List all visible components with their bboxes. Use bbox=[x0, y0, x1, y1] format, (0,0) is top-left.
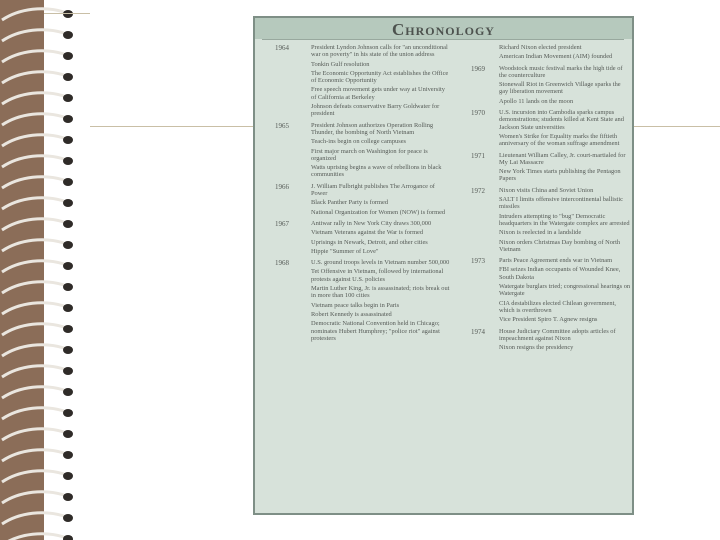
binding-hole bbox=[63, 346, 73, 354]
binding-hole bbox=[63, 10, 73, 18]
spiral-ring bbox=[2, 282, 64, 293]
event-item: Stonewall Riot in Greenwich Village sparks the gay liberation movement bbox=[499, 81, 621, 96]
event-list bbox=[499, 152, 631, 183]
event-item: Free speech movement gets under way at University of California at Berkeley bbox=[311, 86, 445, 101]
spiral-ring bbox=[2, 492, 64, 503]
event-item: Richard Nixon elected president bbox=[499, 44, 582, 51]
event-list bbox=[311, 183, 451, 216]
year-label: 1967 bbox=[275, 219, 289, 228]
spiral-ring bbox=[2, 408, 64, 419]
binding-hole bbox=[63, 262, 73, 270]
binding-hole bbox=[63, 241, 73, 249]
year-block bbox=[471, 44, 631, 61]
year-block bbox=[275, 122, 451, 179]
spiral-ring bbox=[2, 177, 64, 188]
event-list bbox=[311, 44, 451, 118]
event-list bbox=[311, 220, 451, 255]
event-item: Uprisings in Newark, Detroit, and other cities bbox=[311, 238, 428, 246]
year-block bbox=[275, 44, 451, 118]
event-item: President Johnson authorizes Operation Rolling Thunder, the bombing of North Vietnam bbox=[311, 121, 434, 136]
binding-hole bbox=[63, 52, 73, 60]
event-item: Tet Offensive in Vietnam, followed by international protests against U.S. policies bbox=[311, 268, 444, 283]
year-label: 1964 bbox=[275, 44, 289, 52]
page-title: Chronology bbox=[392, 20, 495, 39]
event-item: U.S. incursion into Cambodia sparks campus demonstrations; students killed at Kent State and Jackson State universities bbox=[499, 109, 624, 131]
binding-hole bbox=[63, 283, 73, 291]
spiral-ring bbox=[2, 387, 64, 398]
header-divider bbox=[262, 39, 624, 40]
binding-hole bbox=[63, 136, 73, 144]
event-item: Lieutenant William Calley, Jr. court-martialed for My Lai Massacre bbox=[499, 151, 626, 166]
year-label: 1965 bbox=[275, 121, 289, 130]
binding-hole bbox=[63, 73, 73, 81]
spiral-ring bbox=[2, 93, 64, 104]
binding-hole bbox=[63, 115, 73, 123]
year-label: 1969 bbox=[471, 64, 485, 73]
event-item: New York Times starts publishing the Pentagon Papers bbox=[499, 168, 621, 183]
binding-hole bbox=[63, 367, 73, 375]
year-block bbox=[471, 257, 631, 323]
event-item: Nixon visits China and Soviet Union bbox=[499, 186, 594, 194]
event-item: Johnson defeats conservative Barry Goldwater for president bbox=[311, 103, 440, 118]
spiral-ring bbox=[2, 513, 64, 524]
spiral-ring bbox=[2, 429, 64, 440]
spiral-ring bbox=[2, 114, 64, 125]
binding-hole bbox=[63, 451, 73, 459]
chronology-panel bbox=[253, 16, 634, 515]
year-block bbox=[275, 183, 451, 216]
binding-hole bbox=[63, 409, 73, 417]
event-item: SALT I limits offensive intercontinental ballistic missiles bbox=[499, 196, 623, 211]
event-item: Apollo 11 lands on the moon bbox=[499, 97, 574, 105]
spiral-ring bbox=[2, 156, 64, 167]
spiral-ring bbox=[2, 324, 64, 335]
event-item: Robert Kennedy is assassinated bbox=[311, 310, 392, 318]
event-item: Intruders attempting to "bug" Democratic headquarters in the Watergate complex are arrested bbox=[499, 212, 630, 227]
event-item: J. William Fulbright publishes The Arrogance of Power bbox=[311, 182, 435, 198]
event-item: CIA destabilizes elected Chilean government, which is overthrown bbox=[499, 299, 616, 314]
event-item: First major march on Washington for peace is organized bbox=[311, 147, 428, 162]
year-block bbox=[471, 187, 631, 253]
spiral-ring bbox=[2, 135, 64, 146]
event-item: Black Panther Party is formed bbox=[311, 199, 389, 207]
event-list bbox=[499, 257, 631, 323]
event-item: House Judiciary Committee adopts articles of impeachment against Nixon bbox=[499, 327, 616, 342]
year-label: 1970 bbox=[471, 109, 485, 118]
event-item: FBI seizes Indian occupants of Wounded Knee, South Dakota bbox=[499, 266, 621, 281]
binding-hole bbox=[63, 325, 73, 333]
event-item: The Economic Opportunity Act establishes the Office of Economic Opportunity bbox=[311, 69, 449, 85]
event-item: Paris Peace Agreement ends war in Vietnam bbox=[499, 257, 613, 265]
binding-hole bbox=[63, 157, 73, 165]
event-item: Nixon orders Christmas Day bombing of North Vietnam bbox=[499, 238, 621, 253]
event-item: Woodstock music festival marks the high tide of the counterculture bbox=[499, 64, 623, 79]
binding-hole bbox=[63, 430, 73, 438]
spiral-ring bbox=[2, 240, 64, 251]
spiral-ring bbox=[2, 534, 64, 540]
year-label: 1966 bbox=[275, 182, 289, 191]
event-item: President Lyndon Johnson calls for "an unconditional war on poverty" in his state of the union address bbox=[311, 44, 448, 59]
event-list bbox=[499, 187, 631, 253]
year-label: 1971 bbox=[471, 151, 485, 160]
year-block bbox=[471, 109, 631, 147]
spiral-ring bbox=[2, 366, 64, 377]
event-item: Teach-ins begin on college campuses bbox=[311, 138, 407, 146]
left-column bbox=[275, 44, 451, 346]
event-list bbox=[499, 65, 631, 105]
event-item: U.S. ground troops levels in Vietnam number 500,000 bbox=[311, 259, 450, 267]
event-list bbox=[499, 109, 631, 147]
year-block bbox=[471, 65, 631, 105]
spiral-ring bbox=[2, 30, 64, 41]
binding-hole bbox=[63, 199, 73, 207]
event-item: Watts uprising begins a wave of rebellions in black communities bbox=[311, 164, 442, 179]
event-item: Hippie "Summer of Love" bbox=[311, 247, 379, 255]
event-item: Vietnam peace talks begin in Paris bbox=[311, 301, 400, 309]
year-label: 1974 bbox=[471, 327, 485, 336]
year-label: 1972 bbox=[471, 186, 485, 195]
spiral-ring bbox=[2, 471, 64, 482]
year-block bbox=[471, 328, 631, 352]
event-list bbox=[311, 259, 451, 342]
binding-hole bbox=[63, 493, 73, 501]
spiral-ring bbox=[2, 51, 64, 62]
event-item: National Organization for Women (NOW) is formed bbox=[311, 208, 446, 216]
year-block bbox=[471, 152, 631, 183]
year-label: 1973 bbox=[471, 257, 485, 266]
binding-hole bbox=[63, 31, 73, 39]
event-item: Antiwar rally in New York City draws 300,000 bbox=[311, 219, 432, 227]
spiral-ring bbox=[2, 198, 64, 209]
event-item: Vice President Spiro T. Agnew resigns bbox=[499, 316, 598, 324]
event-item: Tonkin Gulf resolution bbox=[311, 60, 370, 68]
panel-header bbox=[255, 18, 632, 39]
binding-hole bbox=[63, 472, 73, 480]
spiral-ring bbox=[2, 219, 64, 230]
event-item: Nixon resigns the presidency bbox=[499, 344, 574, 352]
year-block bbox=[275, 220, 451, 255]
event-item: Watergate burglars tried; congressional hearings on Watergate bbox=[499, 283, 631, 298]
binding-hole bbox=[63, 514, 73, 522]
event-item: Martin Luther King, Jr. is assassinated; riots break out in more than 100 cities bbox=[311, 285, 450, 300]
event-item: Democratic National Convention held in Chicago; nominates Hubert Humphrey; "police riot" against protesters bbox=[311, 320, 440, 342]
year-block bbox=[275, 259, 451, 342]
binding-hole bbox=[63, 535, 73, 540]
year-label: 1968 bbox=[275, 259, 289, 268]
binding-hole bbox=[63, 94, 73, 102]
binding-hole bbox=[63, 304, 73, 312]
ruled-line bbox=[44, 13, 90, 14]
binding-hole bbox=[63, 178, 73, 186]
event-item: Vietnam Veterans against the War is formed bbox=[311, 229, 424, 237]
event-list bbox=[499, 44, 631, 61]
spiral-binding-icon bbox=[0, 0, 90, 540]
spiral-ring bbox=[2, 345, 64, 356]
event-item: American Indian Movement (AIM) founded bbox=[499, 53, 613, 61]
spiral-ring bbox=[2, 9, 64, 20]
event-list bbox=[311, 122, 451, 179]
event-item: Nixon is reelected in a landslide bbox=[499, 229, 582, 237]
spiral-ring bbox=[2, 303, 64, 314]
spiral-ring bbox=[2, 72, 64, 83]
right-column bbox=[471, 44, 631, 355]
binding-hole bbox=[63, 388, 73, 396]
spiral-ring bbox=[2, 450, 64, 461]
spiral-ring bbox=[2, 261, 64, 272]
event-list bbox=[499, 328, 631, 352]
binding-hole bbox=[63, 220, 73, 228]
event-item: Women's Strike for Equality marks the fiftieth anniversary of the woman suffrage amendment bbox=[499, 132, 620, 148]
